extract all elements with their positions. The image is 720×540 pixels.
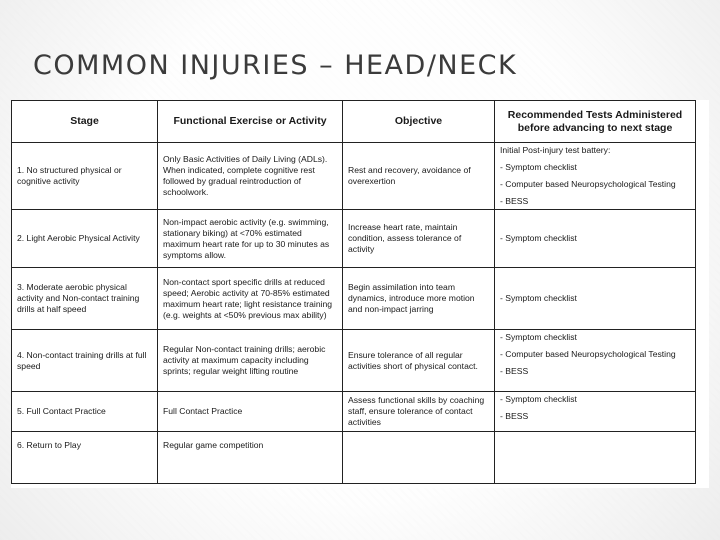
slide-title: COMMON INJURIES – HEAD/NECK [33,50,518,81]
test-item: - Symptom checklist [500,332,577,342]
tests-cell [495,330,696,392]
table-row [12,392,696,432]
test-item: - BESS [500,411,529,421]
tests-cell [495,392,696,432]
tests-cell [495,268,696,330]
test-item: - Symptom checklist [500,394,577,404]
exercise-cell: Regular game competition [158,432,343,484]
table-row [12,432,696,484]
objective-cell: Begin assimilation into team dynamics, introduce more motion and non-impact jarring [343,268,495,330]
header-exercise: Functional Exercise or Activity [158,101,343,143]
test-item: - Symptom checklist [500,233,577,243]
return-to-play-table [11,100,696,484]
objective-cell: Ensure tolerance of all regular activities short of physical contact. [343,330,495,392]
table-row [12,330,696,392]
objective-cell: Increase heart rate, maintain condition, assess tolerance of activity [343,210,495,268]
test-item: Initial Post-injury test battery: [500,145,611,155]
tests-cell [495,143,696,210]
stage-cell: 3. Moderate aerobic physical activity and Non-contact training drills at half speed [12,268,158,330]
test-item: - Computer based Neuropsychological Testing [500,179,676,189]
return-to-play-table-image [11,100,709,488]
header-tests: Recommended Tests Administered before advancing to next stage [495,101,696,143]
exercise-cell: Full Contact Practice [158,392,343,432]
test-item: - BESS [500,196,529,206]
header-objective: Objective [343,101,495,143]
objective-cell [343,432,495,484]
stage-cell: 1. No structured physical or cognitive activity [12,143,158,210]
tests-cell [495,210,696,268]
test-item: - BESS [500,366,529,376]
exercise-cell: Only Basic Activities of Daily Living (ADLs). When indicated, complete cognitive rest followed by gradual reintroduction of schoolwork. [158,143,343,210]
test-item: - Computer based Neuropsychological Testing [500,349,676,359]
table-row [12,143,696,210]
test-item: - Symptom checklist [500,293,577,303]
stage-cell: 5. Full Contact Practice [12,392,158,432]
objective-cell: Rest and recovery, avoidance of overexertion [343,143,495,210]
objective-cell: Assess functional skills by coaching staff, ensure tolerance of contact activities [343,392,495,432]
exercise-cell: Non-impact aerobic activity (e.g. swimming, stationary biking) at <70% estimated maximum heart rate for up to 30 minutes as symptoms allow. [158,210,343,268]
stage-cell: 2. Light Aerobic Physical Activity [12,210,158,268]
table-row [12,210,696,268]
exercise-cell: Regular Non-contact training drills; aerobic activity at maximum capacity including sprints; regular weight lifting routine [158,330,343,392]
table-row [12,268,696,330]
test-item: - Symptom checklist [500,162,577,172]
stage-cell: 4. Non-contact training drills at full speed [12,330,158,392]
stage-cell: 6. Return to Play [12,432,158,484]
header-stage: Stage [12,101,158,143]
exercise-cell: Non-contact sport specific drills at reduced speed; Aerobic activity at 70-85% estimated maximum heart rate; light resistance training (e.g. weights at <50% previous max ability) [158,268,343,330]
table-header-row [12,101,696,143]
tests-cell [495,432,696,484]
